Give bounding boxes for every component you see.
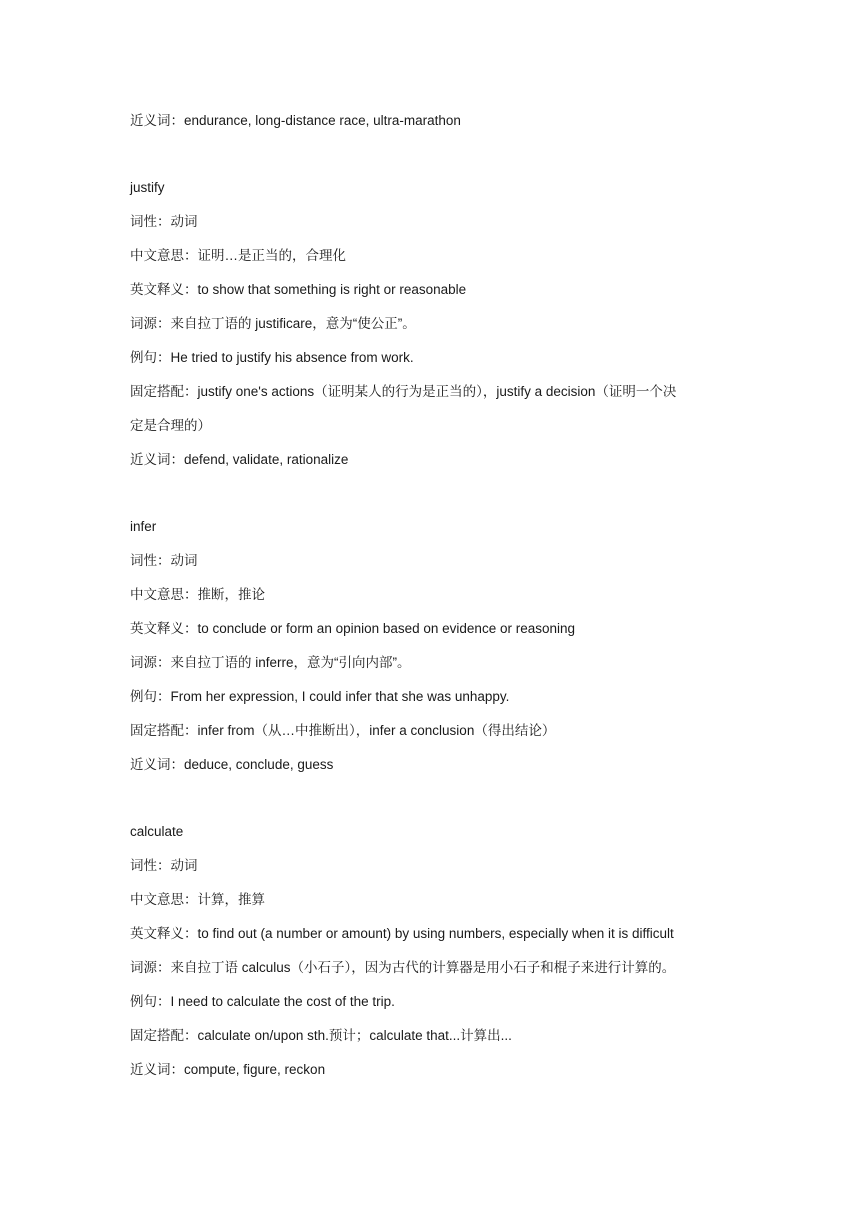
english-definition-line: 英文释义：to find out (a number or amount) by using numbers, especially when it is difficult: [130, 926, 674, 941]
etymology-line: 词源：来自拉丁语 calculus（小石子），因为古代的计算器是用小石子和棍子来进行计算的。: [130, 960, 676, 975]
collocation-line: 固定搭配：justify one's actions（证明某人的行为是正当的），justify a decision（证明一个决: [130, 384, 677, 399]
collocation-line: 固定搭配：infer from（从…中推断出），infer a conclusion（得出结论）: [130, 723, 556, 738]
etymology-line: 词源：来自拉丁语的 justificare，意为“使公正”。: [130, 316, 416, 331]
chinese-meaning-line: 中文意思：计算，推算: [130, 892, 265, 907]
english-definition-line: 英文释义：to conclude or form an opinion based on evidence or reasoning: [130, 621, 575, 636]
pos-line: 词性：动词: [130, 858, 198, 873]
spacer: [130, 138, 740, 171]
collocation-line-continued: 定是合理的）: [130, 418, 211, 433]
headword-calculate: calculate: [130, 824, 184, 839]
spacer: [130, 477, 740, 510]
pos-line: 词性：动词: [130, 214, 198, 229]
headword-infer: infer: [130, 519, 157, 534]
synonyms-line: 近义词：compute, figure, reckon: [130, 1062, 326, 1077]
pos-line: 词性：动词: [130, 553, 198, 568]
example-line: 例句：From her expression, I could infer that she was unhappy.: [130, 689, 510, 704]
spacer: [130, 782, 740, 815]
document-page: [130, 104, 740, 1087]
chinese-meaning-line: 中文意思：证明…是正当的，合理化: [130, 248, 346, 263]
collocation-line: 固定搭配：calculate on/upon sth.预计；calculate that...计算出...: [130, 1028, 512, 1043]
etymology-line: 词源：来自拉丁语的 inferre，意为“引向内部”。: [130, 655, 411, 670]
headword-justify: justify: [130, 180, 165, 195]
example-line: 例句：I need to calculate the cost of the trip.: [130, 994, 395, 1009]
synonyms-line: 近义词：deduce, conclude, guess: [130, 757, 334, 772]
english-definition-line: 英文释义：to show that something is right or reasonable: [130, 282, 467, 297]
example-line: 例句：He tried to justify his absence from work.: [130, 350, 414, 365]
synonyms-line: 近义词：endurance, long-distance race, ultra-marathon: [130, 113, 461, 128]
chinese-meaning-line: 中文意思：推断，推论: [130, 587, 265, 602]
synonyms-line: 近义词：defend, validate, rationalize: [130, 452, 349, 467]
